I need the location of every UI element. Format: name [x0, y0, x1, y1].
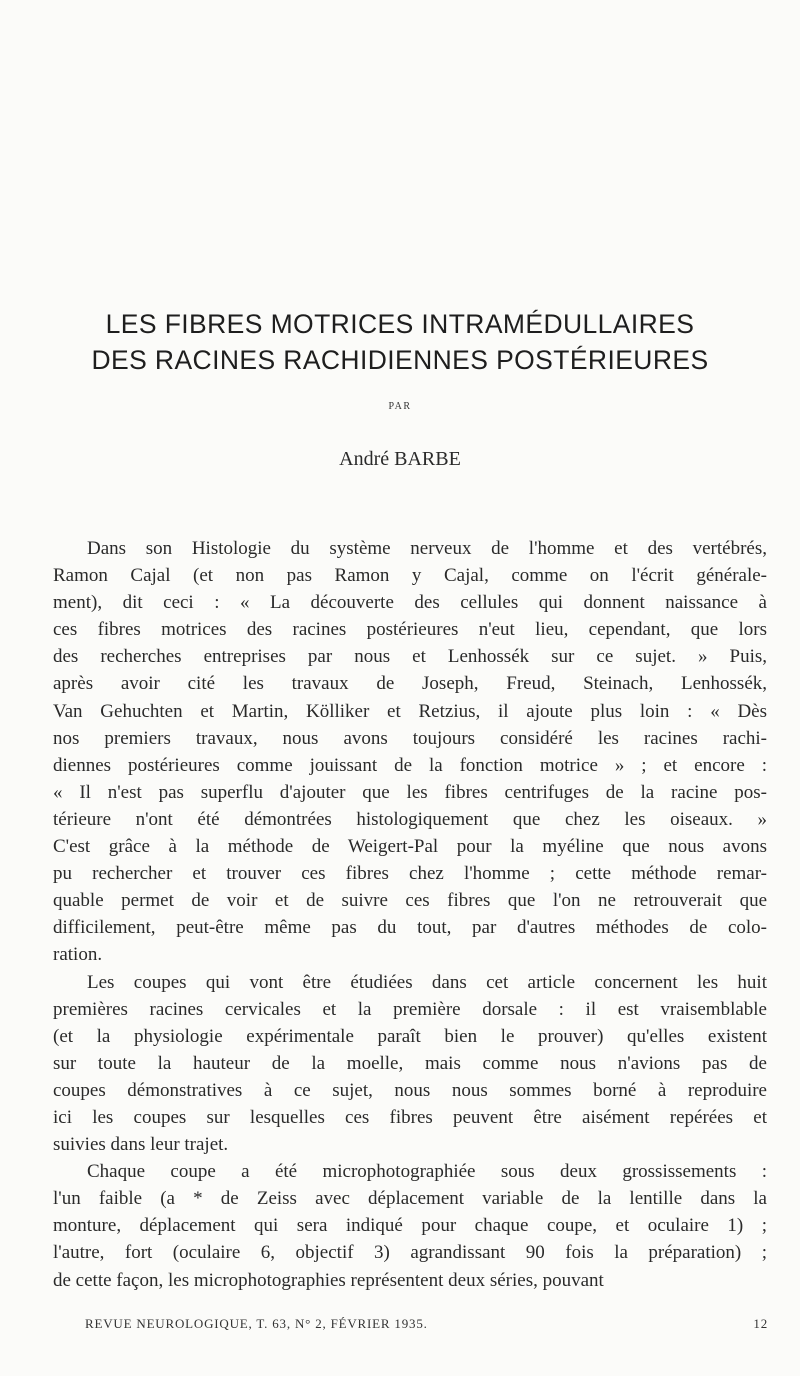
- paragraph-line: des recherches entreprises par nous et Lenhossék sur ce sujet. » Puis,: [53, 646, 767, 668]
- paragraph-line: ration.: [53, 944, 103, 966]
- paragraph-line: de cette façon, les microphotographies représentent deux séries, pouvant: [53, 1269, 604, 1291]
- paragraph-line: premières racines cervicales et la première dorsale : il est vraisemblable: [53, 998, 767, 1020]
- paragraph-line: l'autre, fort (oculaire 6, objectif 3) agrandissant 90 fois la préparation) ;: [53, 1242, 767, 1264]
- page-number: 12: [753, 1316, 768, 1331]
- paragraph-line: térieure n'ont été démontrées histologiquement que chez les oiseaux. »: [53, 808, 767, 830]
- title-line-1: LES FIBRES MOTRICES INTRAMÉDULLAIRES: [105, 309, 695, 339]
- title-line-2: DES RACINES RACHIDIENNES POSTÉRIEURES: [91, 345, 709, 375]
- paragraph-line: sur toute la hauteur de la moelle, mais comme nous n'avions pas de: [53, 1052, 767, 1074]
- paragraph-line: coupes démonstratives à ce sujet, nous nous sommes borné à reproduire: [53, 1079, 767, 1101]
- paragraph-line: monture, déplacement qui sera indiqué pour chaque coupe, et oculaire 1) ;: [53, 1215, 767, 1237]
- paragraph-line: Ramon Cajal (et non pas Ramon y Cajal, comme on l'écrit générale-: [53, 565, 767, 587]
- paragraph-line: l'un faible (a * de Zeiss avec déplacement variable de la lentille dans la: [53, 1188, 767, 1210]
- paragraph-line: après avoir cité les travaux de Joseph, Freud, Steinach, Lenhossék,: [53, 673, 767, 695]
- paragraph-line: pu rechercher et trouver ces fibres chez l'homme ; cette méthode remar-: [53, 863, 767, 885]
- paragraph-line: suivies dans leur trajet.: [53, 1134, 229, 1156]
- paragraph-line: difficilement, peut-être même pas du tout, par d'autres méthodes de colo-: [53, 917, 767, 939]
- paragraph-line: C'est grâce à la méthode de Weigert-Pal pour la myéline que nous avons: [53, 836, 767, 858]
- paragraph-line: Van Gehuchten et Martin, Kölliker et Retzius, il ajoute plus loin : « Dès: [53, 700, 767, 722]
- paragraph-line: Les coupes qui vont être étudiées dans cet article concernent les huit: [87, 971, 767, 993]
- paragraph-line: « Il n'est pas superflu d'ajouter que les fibres centrifuges de la racine pos-: [53, 781, 767, 803]
- by-label: PAR: [388, 401, 412, 412]
- paragraph-line: (et la physiologie expérimentale paraît bien le prouver) qu'elles existent: [53, 1025, 767, 1047]
- paragraph-line: ces fibres motrices des racines postérieures n'eut lieu, cependant, que lors: [53, 619, 767, 641]
- paragraph-line: quable permet de voir et de suivre ces fibres que l'on ne retrouverait que: [53, 890, 767, 912]
- article-title: [40, 306, 760, 378]
- paragraph-line: ment), dit ceci : « La découverte des cellules qui donnent naissance à: [53, 592, 767, 614]
- paragraph-line: Chaque coupe a été microphotographiée sous deux grossissements :: [87, 1161, 767, 1183]
- author-name: André BARBE: [339, 448, 461, 470]
- journal-citation: REVUE NEUROLOGIQUE, T. 63, N° 2, FÉVRIER 1935.: [85, 1316, 428, 1331]
- article-body: [53, 535, 767, 1294]
- paragraph-line: diennes postérieures comme jouissant de la fonction motrice » ; et encore :: [53, 754, 767, 776]
- paragraph-line: nos premiers travaux, nous avons toujours considéré les racines rachi-: [53, 727, 767, 749]
- paragraph-line: ici les coupes sur lesquelles ces fibres peuvent être aisément repérées et: [53, 1106, 767, 1128]
- paragraph-line: Dans son Histologie du système nerveux de l'homme et des vertébrés,: [87, 538, 767, 559]
